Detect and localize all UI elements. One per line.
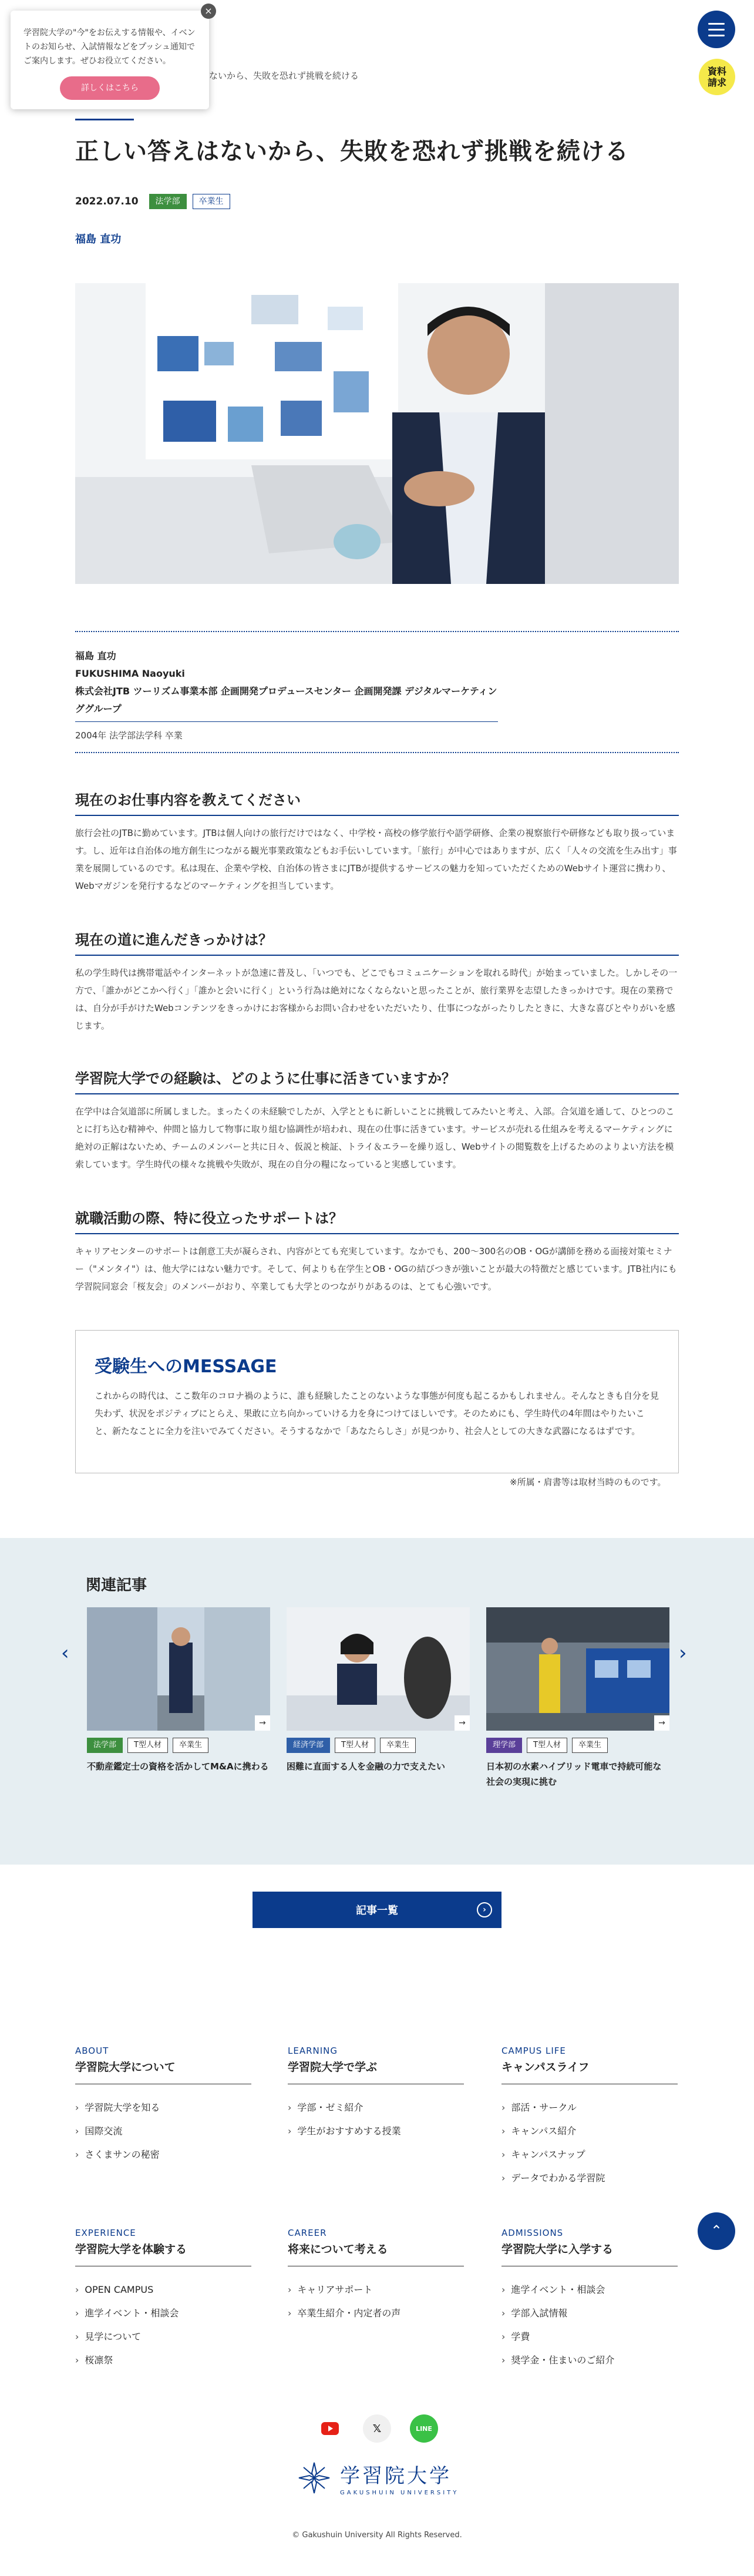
message-box	[75, 1330, 679, 1473]
footer-link[interactable]: › さくまサンの秘密	[75, 2143, 251, 2167]
article-meta	[75, 194, 230, 209]
page-top-button[interactable]	[698, 2212, 735, 2250]
page-title: 正しい答えはないから、失敗を恐れず挑戦を続ける	[75, 138, 629, 165]
related-card-image	[87, 1607, 270, 1731]
card-tag[interactable]: T型人材	[127, 1738, 168, 1753]
card-title: 不動産鑑定士の資格を活かしてM&Aに携わる	[87, 1761, 269, 1772]
footer-column-experience	[75, 2228, 251, 2372]
footer-column-campus-life	[501, 2046, 678, 2190]
footer-link[interactable]: › 部活・サークル	[501, 2096, 678, 2120]
footer-link[interactable]: › キャリアサポート	[288, 2278, 464, 2302]
footer-column-about	[75, 2046, 251, 2167]
title-accent-bar	[75, 119, 134, 120]
related-card-image	[287, 1607, 470, 1731]
hamburger-icon-line	[708, 35, 725, 36]
related-card[interactable]	[287, 1607, 470, 1774]
hamburger-icon-line	[708, 29, 725, 31]
section-heading: 現在のお仕事内容を教えてください	[75, 788, 679, 816]
carousel-next-icon[interactable]: ›	[679, 1641, 687, 1665]
document-request-button[interactable]	[699, 59, 735, 95]
qa-section	[75, 1207, 679, 1295]
card-tag[interactable]: 理学部	[486, 1738, 522, 1753]
profile-roman-name: FUKUSHIMA Naoyuki	[75, 668, 185, 679]
logo-subtitle: GAKUSHUIN UNIVERSITY	[340, 2490, 459, 2496]
footer-link[interactable]: › 進学イベント・相談会	[75, 2302, 251, 2325]
chevron-up-icon: ⌃	[710, 2222, 723, 2239]
card-tag[interactable]: 法学部	[87, 1738, 123, 1753]
profile-affiliation: 株式会社JTB ツーリズム事業本部 企画開発プロデュースセンター 企画開発課 デジタルマーケティンググループ	[75, 683, 498, 722]
section-body: 在学中は合気道部に所属しました。まったくの未経験でしたが、入学とともに新しいことに挑戦してみたいと考え、入部。合気道を通して、ひとつのことに打ち込む精神や、仲間と協力して物事に取り組む協調性が培われ、現在の仕事に活きています。サービスが売れる仕組みを考えるマーケティングに絶対の正解はないため、チームのメンバーと共に日々、仮説と検証、トライ＆エラーを繰り返し、Webサイトの閲覧数を上げるためのよりよい方法を模索しています。学生時代の様々な挑戦や失敗が、現在の自分の糧になっていると実感しています。	[75, 1106, 675, 1170]
logo-text	[340, 2460, 459, 2496]
line-icon[interactable]: LINE	[410, 2414, 438, 2443]
hamburger-icon-line	[708, 23, 725, 25]
footer-link[interactable]: › 見学について	[75, 2325, 251, 2349]
section-body: キャリアセンターのサポートは創意工夫が凝らされ、内容がとても充実しています。なかでも、200〜300名のOB・OGが講師を務める面接対策セミナー（"メンタイ"）は、他大学にはない魅力です。そして、何よりも在学生とOB・OGの結びつきが強いことが最大の特徴だと感じています。JTB社内にも学習院同窓会「桜友会」のメンバーがおり、卒業しても大学とのつながりがあるのは、とても心強いです。	[75, 1246, 677, 1292]
card-tag[interactable]: 卒業生	[380, 1738, 416, 1753]
interview-photo-illustration	[75, 283, 679, 584]
logo-name: 学習院大学	[340, 2464, 452, 2488]
footer-link[interactable]: › 奨学金・住まいのご紹介	[501, 2349, 678, 2372]
section-heading: 就職活動の際、特に役立ったサポートは？	[75, 1207, 679, 1234]
card-tag[interactable]: T型人材	[527, 1738, 567, 1753]
card-photo-office	[87, 1607, 270, 1731]
push-notice-text: 学習院大学の"今"をお伝えする情報や、イベントのお知らせ、入試情報などをプッシュ通知でご案内します。ぜひお役立てください。	[23, 28, 196, 66]
footer-column-admissions	[501, 2228, 678, 2372]
x-twitter-icon[interactable]: 𝕏	[363, 2414, 391, 2443]
related-heading: 関連記事	[86, 1577, 147, 1594]
affiliation-note: ※所属・肩書等は取材当時のものです。	[510, 1477, 667, 1487]
footer-column-career	[288, 2228, 464, 2325]
footer-column-en: LEARNING	[288, 2046, 338, 2056]
arrow-right-icon: →	[654, 1715, 669, 1731]
section-heading: 現在の道に進んだきっかけは？	[75, 928, 679, 956]
related-articles	[0, 1538, 754, 1865]
footer-link[interactable]: › 国際交流	[75, 2120, 251, 2143]
article-date: 2022.07.10	[75, 196, 139, 207]
card-tag[interactable]: 卒業生	[173, 1738, 208, 1753]
push-notice-details-button[interactable]: 詳しくはこちら	[60, 76, 160, 100]
section-heading: 学習院大学での経験は、どのように仕事に活きていますか？	[75, 1067, 679, 1094]
menu-button[interactable]	[698, 11, 735, 48]
footer-link[interactable]: › キャンパス紹介	[501, 2120, 678, 2143]
tag-department[interactable]: 法学部	[149, 194, 187, 209]
profile-name: 福島 直功	[75, 650, 116, 661]
footer-link[interactable]: › 学習院大学を知る	[75, 2096, 251, 2120]
section-body: 旅行会社のJTBに勤めています。JTBは個人向けの旅行だけではなく、中学校・高校の修学旅行や語学研修、企業の視察旅行や研修なども取り扱っています。し、近年は自治体の地方創生につながる観光事業政策などもお手伝いしています。「旅行」が中心ではありますが、広く「人々の交流を生み出す」事業を展開しているのです。私は現在、企業や学校、自治体の皆さまにJTBが提供するサービスの魅力を知っていただくためのWebサイト運営に携わり、Webマガジンを発行するなどのマーケティングを担当しています。	[75, 828, 677, 891]
message-heading: 受験生へのMESSAGE	[95, 1356, 277, 1377]
related-card[interactable]	[87, 1607, 270, 1774]
footer-link[interactable]: › 学費	[501, 2325, 678, 2349]
footer-column-title[interactable]: 学習院大学を体験する	[75, 2241, 251, 2266]
article-list-button[interactable]	[253, 1892, 501, 1928]
university-logo[interactable]	[297, 2459, 461, 2497]
section-body: 私の学生時代は携帯電話やインターネットが急速に普及し、「いつでも、どこでもコミュニケーションを取れる時代」が始まっていました。しかしその一方で、「誰かがどこかへ行く」「誰かと会いに行く」という行為は絶対になくならないと思ったことが、旅行業界を志望したきっかけです。現在の業務では、自分が手がけたWebコンテンツをきっかけにお客様からお問い合わせをいただいたり、仕事につながったりしたときに、大きな喜びとやりがいを感じます。	[75, 968, 678, 1031]
push-notice-popup	[11, 11, 209, 109]
related-card-image	[486, 1607, 669, 1731]
footer-column-title[interactable]: 学習院大学について	[75, 2058, 251, 2084]
card-photo-meeting	[287, 1607, 470, 1731]
footer-column-en: ADMISSIONS	[501, 2228, 564, 2238]
profile-box	[75, 631, 679, 753]
tag-alumni[interactable]: 卒業生	[193, 194, 230, 209]
card-photo-train	[486, 1607, 669, 1731]
arrow-right-icon: →	[455, 1715, 470, 1731]
breadcrumb-current: ないから、失敗を恐れず挑戦を続ける	[209, 70, 359, 81]
footer-link[interactable]: › OPEN CAMPUS	[75, 2278, 251, 2302]
footer-link[interactable]: › データでわかる学習院	[501, 2167, 678, 2190]
carousel-prev-icon[interactable]: ‹	[61, 1641, 69, 1665]
footer-link[interactable]: › 卒業生紹介・内定者の声	[288, 2302, 464, 2325]
footer-column-learning	[288, 2046, 464, 2143]
copyright: © Gakushuin University All Rights Reserved.	[292, 2531, 462, 2540]
card-title: 困難に直面する人を金融の力で支えたい	[287, 1761, 446, 1772]
hero-photo	[75, 283, 679, 584]
footer-link[interactable]: › 学部入試情報	[501, 2302, 678, 2325]
footer-column-en: EXPERIENCE	[75, 2228, 136, 2238]
qa-section	[75, 788, 679, 895]
profile-graduation: 2004年 法学部法学科 卒業	[75, 730, 183, 741]
footer-link[interactable]: › 進学イベント・相談会	[501, 2278, 678, 2302]
footer-column-title[interactable]: キャンパスライフ	[501, 2058, 678, 2084]
footer-link[interactable]: › 学生がおすすめする授業	[288, 2120, 464, 2143]
qa-section	[75, 1067, 679, 1173]
arrow-right-circle-icon: ›	[477, 1902, 492, 1917]
arrow-right-icon: →	[255, 1715, 270, 1731]
card-tag[interactable]: T型人材	[335, 1738, 375, 1753]
author-link[interactable]: 福島 直功	[75, 233, 122, 246]
footer-column-title[interactable]: 学習院大学に入学する	[501, 2241, 678, 2266]
close-icon[interactable]: ×	[201, 4, 216, 19]
message-body: これからの時代は、ここ数年のコロナ禍のように、誰も経験したことのないような事態が何度も起こるかもしれません。そんなときも自分を見失わず、状況をポジティブにとらえ、果敢に立ち向かっていける力を身につけてほしいです。そのためにも、学生時代の4年間はやりたいこと、新たなことに全力を注いでみてください。そうするなかで「あなたらしさ」が見つかり、社会人としての大きな武器になるはずです。	[95, 1391, 659, 1436]
card-tag[interactable]: 経済学部	[287, 1738, 330, 1753]
footer-column-en: CAMPUS LIFE	[501, 2046, 566, 2056]
university-crest-icon	[297, 2460, 332, 2496]
footer-link[interactable]: › 学部・ゼミ紹介	[288, 2096, 464, 2120]
footer-column-en: ABOUT	[75, 2046, 109, 2056]
footer-link[interactable]: › 桜凛祭	[75, 2349, 251, 2372]
footer-column-title[interactable]: 将来について考える	[288, 2241, 464, 2266]
footer-column-title[interactable]: 学習院大学で学ぶ	[288, 2058, 464, 2084]
card-title: 日本初の水素ハイブリッド電車で持続可能な社会の実現に挑む	[486, 1761, 662, 1787]
card-tag[interactable]: 卒業生	[572, 1738, 608, 1753]
document-request-label: 資料 請求	[707, 66, 726, 88]
youtube-icon[interactable]	[316, 2414, 344, 2443]
article-list-label: 記事一覧	[356, 1905, 398, 1917]
footer-column-en: CAREER	[288, 2228, 327, 2238]
qa-section	[75, 928, 679, 1035]
related-card[interactable]	[486, 1607, 669, 1789]
footer-link[interactable]: › キャンパスナップ	[501, 2143, 678, 2167]
